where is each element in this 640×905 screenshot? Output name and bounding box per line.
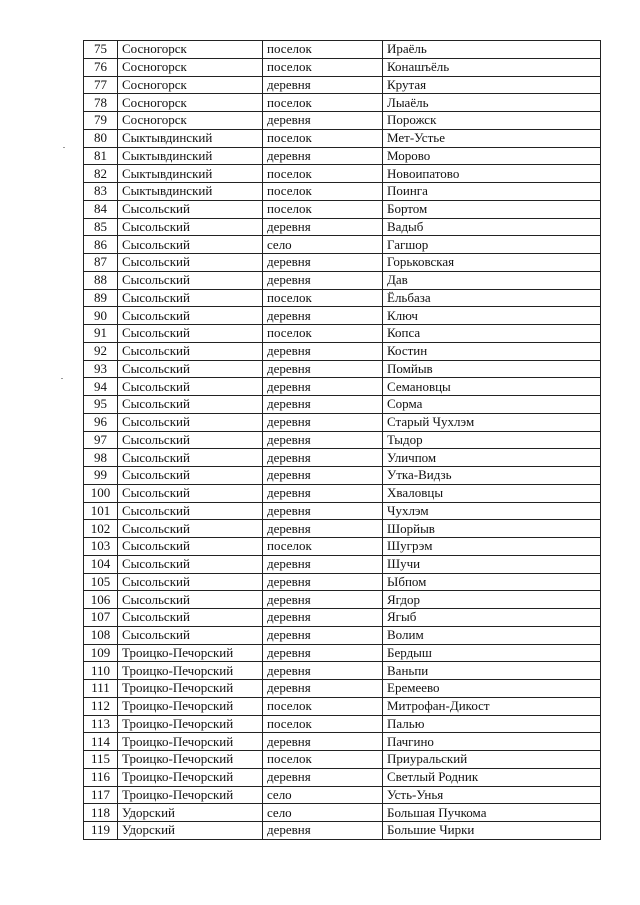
table-row [84, 484, 601, 502]
row-number-cell: 117 [84, 786, 118, 804]
table-row [84, 41, 601, 59]
row-number-cell: 97 [84, 431, 118, 449]
row-number-cell: 81 [84, 147, 118, 165]
settlement-type-cell: деревня [263, 307, 383, 325]
table-row [84, 413, 601, 431]
district-cell: Сысольский [118, 236, 263, 254]
row-number-cell: 75 [84, 41, 118, 59]
settlement-type-cell: поселок [263, 289, 383, 307]
settlement-name-cell: Шорйыв [383, 520, 601, 538]
settlement-type-cell: деревня [263, 431, 383, 449]
settlement-name-cell: Усть-Унья [383, 786, 601, 804]
table-row [84, 129, 601, 147]
row-number-cell: 93 [84, 360, 118, 378]
row-number-cell: 88 [84, 271, 118, 289]
district-cell: Сысольский [118, 342, 263, 360]
settlement-name-cell: Крутая [383, 76, 601, 94]
settlement-type-cell: деревня [263, 484, 383, 502]
table-row [84, 218, 601, 236]
settlement-type-cell: деревня [263, 520, 383, 538]
district-cell: Сыктывдинский [118, 129, 263, 147]
district-cell: Сысольский [118, 378, 263, 396]
district-cell: Сысольский [118, 609, 263, 627]
district-cell: Сысольский [118, 449, 263, 467]
district-cell: Сыктывдинский [118, 183, 263, 201]
settlement-name-cell: Ваньпи [383, 662, 601, 680]
table-row [84, 449, 601, 467]
district-cell: Удорский [118, 822, 263, 840]
row-number-cell: 86 [84, 236, 118, 254]
settlement-name-cell: Мет-Устье [383, 129, 601, 147]
row-number-cell: 106 [84, 591, 118, 609]
settlement-name-cell: Светлый Родник [383, 768, 601, 786]
settlement-type-cell: деревня [263, 609, 383, 627]
settlements-table-body [84, 41, 601, 840]
settlement-type-cell: деревня [263, 76, 383, 94]
row-number-cell: 78 [84, 94, 118, 112]
row-number-cell: 111 [84, 680, 118, 698]
settlement-type-cell: поселок [263, 129, 383, 147]
settlement-type-cell: деревня [263, 218, 383, 236]
settlement-type-cell: поселок [263, 94, 383, 112]
district-cell: Сосногорск [118, 41, 263, 59]
row-number-cell: 76 [84, 58, 118, 76]
district-cell: Сысольский [118, 307, 263, 325]
settlement-name-cell: Большая Пучкома [383, 804, 601, 822]
settlement-name-cell: Уличпом [383, 449, 601, 467]
settlement-name-cell: Помйыв [383, 360, 601, 378]
row-number-cell: 91 [84, 325, 118, 343]
district-cell: Сыктывдинский [118, 147, 263, 165]
row-number-cell: 82 [84, 165, 118, 183]
settlement-name-cell: Приуральский [383, 751, 601, 769]
settlement-name-cell: Новоипатово [383, 165, 601, 183]
row-number-cell: 84 [84, 200, 118, 218]
district-cell: Сысольский [118, 200, 263, 218]
settlement-type-cell: деревня [263, 112, 383, 130]
row-number-cell: 94 [84, 378, 118, 396]
district-cell: Удорский [118, 804, 263, 822]
district-cell: Сысольский [118, 271, 263, 289]
settlement-type-cell: поселок [263, 325, 383, 343]
table-row [84, 183, 601, 201]
settlement-name-cell: Ираёль [383, 41, 601, 59]
settlement-name-cell: Морово [383, 147, 601, 165]
settlement-name-cell: Поинга [383, 183, 601, 201]
settlement-name-cell: Чухлэм [383, 502, 601, 520]
settlement-type-cell: деревня [263, 768, 383, 786]
row-number-cell: 103 [84, 538, 118, 556]
table-row [84, 165, 601, 183]
settlement-type-cell: деревня [263, 822, 383, 840]
table-row [84, 236, 601, 254]
table-row [84, 804, 601, 822]
table-row [84, 768, 601, 786]
row-number-cell: 92 [84, 342, 118, 360]
table-row [84, 751, 601, 769]
row-number-cell: 80 [84, 129, 118, 147]
district-cell: Сысольский [118, 484, 263, 502]
settlement-type-cell: деревня [263, 271, 383, 289]
settlement-type-cell: деревня [263, 342, 383, 360]
table-row [84, 76, 601, 94]
district-cell: Сысольский [118, 218, 263, 236]
table-row [84, 325, 601, 343]
settlement-type-cell: поселок [263, 58, 383, 76]
settlement-type-cell: село [263, 804, 383, 822]
settlement-name-cell: Костин [383, 342, 601, 360]
row-number-cell: 101 [84, 502, 118, 520]
row-number-cell: 79 [84, 112, 118, 130]
table-row [84, 626, 601, 644]
settlement-type-cell: деревня [263, 591, 383, 609]
row-number-cell: 102 [84, 520, 118, 538]
settlement-name-cell: Большие Чирки [383, 822, 601, 840]
row-number-cell: 107 [84, 609, 118, 627]
district-cell: Сысольский [118, 396, 263, 414]
settlement-name-cell: Лыаёль [383, 94, 601, 112]
table-row [84, 715, 601, 733]
table-row [84, 573, 601, 591]
settlement-name-cell: Горьковская [383, 254, 601, 272]
table-row [84, 200, 601, 218]
district-cell: Троицко-Печорский [118, 715, 263, 733]
table-row [84, 502, 601, 520]
table-row [84, 733, 601, 751]
settlement-type-cell: деревня [263, 467, 383, 485]
settlement-name-cell: Порожск [383, 112, 601, 130]
row-number-cell: 108 [84, 626, 118, 644]
table-row [84, 112, 601, 130]
settlement-name-cell: Ягдор [383, 591, 601, 609]
settlement-name-cell: Ёльбаза [383, 289, 601, 307]
table-row [84, 822, 601, 840]
settlement-type-cell: деревня [263, 502, 383, 520]
district-cell: Сысольский [118, 502, 263, 520]
settlement-name-cell: Сорма [383, 396, 601, 414]
district-cell: Сосногорск [118, 94, 263, 112]
row-number-cell: 96 [84, 413, 118, 431]
district-cell: Троицко-Печорский [118, 768, 263, 786]
settlement-type-cell: поселок [263, 697, 383, 715]
district-cell: Сысольский [118, 254, 263, 272]
table-row [84, 680, 601, 698]
table-row [84, 254, 601, 272]
settlement-type-cell: поселок [263, 538, 383, 556]
district-cell: Троицко-Печорский [118, 662, 263, 680]
district-cell: Сысольский [118, 573, 263, 591]
settlement-name-cell: Шучи [383, 555, 601, 573]
settlement-type-cell: поселок [263, 751, 383, 769]
row-number-cell: 87 [84, 254, 118, 272]
row-number-cell: 98 [84, 449, 118, 467]
settlement-type-cell: село [263, 236, 383, 254]
district-cell: Сысольский [118, 289, 263, 307]
row-number-cell: 85 [84, 218, 118, 236]
table-row [84, 396, 601, 414]
settlements-table [83, 40, 601, 840]
settlement-type-cell: деревня [263, 396, 383, 414]
row-number-cell: 100 [84, 484, 118, 502]
settlement-type-cell: деревня [263, 555, 383, 573]
table-row [84, 271, 601, 289]
settlement-type-cell: деревня [263, 360, 383, 378]
row-number-cell: 105 [84, 573, 118, 591]
settlement-name-cell: Палью [383, 715, 601, 733]
settlement-type-cell: деревня [263, 644, 383, 662]
district-cell: Троицко-Печорский [118, 644, 263, 662]
table-row [84, 360, 601, 378]
table-row [84, 697, 601, 715]
row-number-cell: 110 [84, 662, 118, 680]
row-number-cell: 115 [84, 751, 118, 769]
settlement-name-cell: Гагшор [383, 236, 601, 254]
row-number-cell: 118 [84, 804, 118, 822]
district-cell: Троицко-Печорский [118, 680, 263, 698]
district-cell: Троицко-Печорский [118, 751, 263, 769]
settlement-name-cell: Еремеево [383, 680, 601, 698]
settlement-name-cell: Семановцы [383, 378, 601, 396]
table-row [84, 520, 601, 538]
settlement-type-cell: деревня [263, 573, 383, 591]
settlement-type-cell: деревня [263, 413, 383, 431]
table-row [84, 94, 601, 112]
settlement-name-cell: Ягыб [383, 609, 601, 627]
settlement-type-cell: поселок [263, 165, 383, 183]
table-row [84, 644, 601, 662]
settlement-type-cell: деревня [263, 449, 383, 467]
scan-speck [63, 147, 65, 148]
settlement-name-cell: Копса [383, 325, 601, 343]
table-row [84, 662, 601, 680]
table-row [84, 342, 601, 360]
settlement-name-cell: Тыдор [383, 431, 601, 449]
settlement-type-cell: поселок [263, 200, 383, 218]
settlement-type-cell: деревня [263, 662, 383, 680]
settlement-name-cell: Бердыш [383, 644, 601, 662]
row-number-cell: 89 [84, 289, 118, 307]
table-row [84, 609, 601, 627]
row-number-cell: 104 [84, 555, 118, 573]
settlement-type-cell: село [263, 786, 383, 804]
row-number-cell: 109 [84, 644, 118, 662]
settlement-type-cell: деревня [263, 680, 383, 698]
settlement-name-cell: Дав [383, 271, 601, 289]
district-cell: Сысольский [118, 538, 263, 556]
row-number-cell: 116 [84, 768, 118, 786]
table-row [84, 538, 601, 556]
district-cell: Сысольский [118, 591, 263, 609]
settlement-name-cell: Митрофан-Дикост [383, 697, 601, 715]
table-row [84, 307, 601, 325]
settlement-type-cell: деревня [263, 147, 383, 165]
settlement-name-cell: Ыбпом [383, 573, 601, 591]
row-number-cell: 113 [84, 715, 118, 733]
row-number-cell: 90 [84, 307, 118, 325]
table-row [84, 591, 601, 609]
district-cell: Троицко-Печорский [118, 733, 263, 751]
settlement-name-cell: Хваловцы [383, 484, 601, 502]
settlement-type-cell: деревня [263, 626, 383, 644]
settlement-name-cell: Утка-Видзь [383, 467, 601, 485]
settlement-name-cell: Шугрэм [383, 538, 601, 556]
district-cell: Сысольский [118, 413, 263, 431]
settlement-name-cell: Ключ [383, 307, 601, 325]
settlement-name-cell: Волим [383, 626, 601, 644]
district-cell: Сысольский [118, 467, 263, 485]
table-row [84, 555, 601, 573]
district-cell: Сосногорск [118, 112, 263, 130]
district-cell: Сосногорск [118, 58, 263, 76]
district-cell: Сысольский [118, 520, 263, 538]
row-number-cell: 83 [84, 183, 118, 201]
settlement-type-cell: поселок [263, 41, 383, 59]
district-cell: Сысольский [118, 360, 263, 378]
settlement-type-cell: поселок [263, 715, 383, 733]
district-cell: Троицко-Печорский [118, 697, 263, 715]
settlement-name-cell: Бортом [383, 200, 601, 218]
table-row [84, 431, 601, 449]
row-number-cell: 114 [84, 733, 118, 751]
district-cell: Сысольский [118, 431, 263, 449]
table-row [84, 378, 601, 396]
table-row [84, 58, 601, 76]
district-cell: Сыктывдинский [118, 165, 263, 183]
row-number-cell: 99 [84, 467, 118, 485]
district-cell: Сосногорск [118, 76, 263, 94]
district-cell: Сысольский [118, 626, 263, 644]
settlement-type-cell: деревня [263, 378, 383, 396]
row-number-cell: 112 [84, 697, 118, 715]
settlement-type-cell: деревня [263, 733, 383, 751]
scan-speck [61, 378, 63, 379]
settlement-name-cell: Вадыб [383, 218, 601, 236]
settlement-type-cell: поселок [263, 183, 383, 201]
row-number-cell: 95 [84, 396, 118, 414]
table-row [84, 289, 601, 307]
row-number-cell: 77 [84, 76, 118, 94]
table-row [84, 467, 601, 485]
district-cell: Сысольский [118, 555, 263, 573]
table-row [84, 786, 601, 804]
table-row [84, 147, 601, 165]
settlement-name-cell: Конашъёль [383, 58, 601, 76]
settlement-name-cell: Пачгино [383, 733, 601, 751]
district-cell: Троицко-Печорский [118, 786, 263, 804]
settlement-type-cell: деревня [263, 254, 383, 272]
settlement-name-cell: Старый Чухлэм [383, 413, 601, 431]
row-number-cell: 119 [84, 822, 118, 840]
district-cell: Сысольский [118, 325, 263, 343]
